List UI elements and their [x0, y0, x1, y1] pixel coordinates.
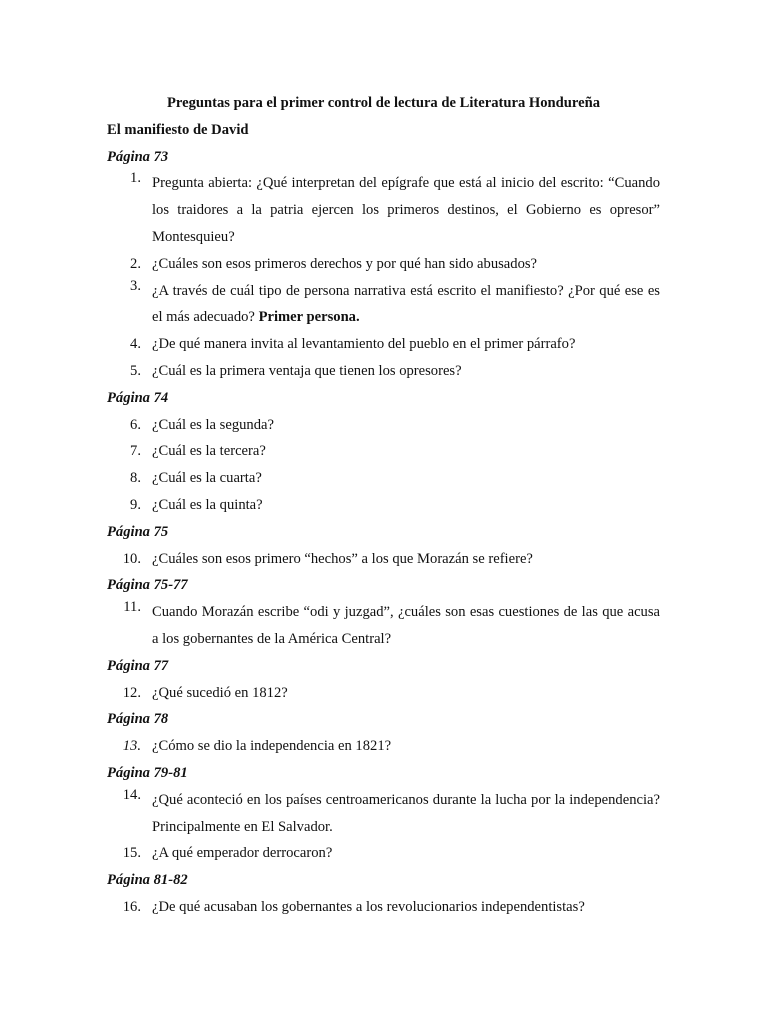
question-number: 16. [122, 898, 141, 915]
question-text: ¿Cuál es la primera ventaja que tienen los opresores? [152, 362, 462, 379]
page-label: Página 74 [107, 389, 169, 406]
question-number: 6. [130, 416, 141, 433]
question-item [107, 465, 660, 492]
question-item [107, 251, 660, 278]
question-item [107, 894, 660, 921]
question-text: ¿De qué manera invita al levantamiento del pueblo en el primer párrafo? [152, 336, 576, 353]
question-number: 5. [130, 362, 141, 379]
question-item [107, 546, 660, 573]
question-number: 13. [122, 738, 141, 755]
question-text: Pregunta abierta: ¿Qué interpretan del epígrafe que está al inicio del escrito: “Cuando los traidores a la patria ejercen los primeros destinos, el Gobierno es opresor” Montesquieu? [152, 175, 660, 245]
question-text: ¿Cuál es la tercera? [152, 443, 266, 460]
question-number: 8. [130, 470, 141, 487]
question-text: ¿Cuál es la cuarta? [152, 470, 262, 487]
question-item [107, 170, 660, 250]
question-number: 12. [122, 684, 141, 701]
question-number: 10. [122, 550, 141, 567]
question-number: 9. [130, 496, 141, 513]
question-number: 7. [130, 443, 141, 460]
question-item [107, 680, 660, 707]
page-label: Página 79-81 [107, 764, 188, 781]
question-text: ¿Cómo se dio la independencia en 1821? [152, 738, 392, 755]
question-item [107, 278, 660, 332]
question-text-container [152, 278, 660, 332]
question-number: 14. [122, 786, 141, 803]
page-label: Página 75-77 [107, 577, 188, 594]
page-label: Página 78 [107, 711, 169, 728]
page-label: Página 81-82 [107, 872, 188, 889]
question-item [107, 412, 660, 439]
question-item [107, 358, 660, 385]
question-item [107, 787, 660, 841]
question-item [107, 599, 660, 653]
question-text: ¿A qué emperador derrocaron? [152, 845, 333, 862]
question-item [107, 733, 660, 760]
question-number: 15. [122, 845, 141, 862]
page-label: Página 75 [107, 523, 169, 540]
page-label: Página 73 [107, 148, 169, 165]
question-text: Cuando Morazán escribe “odi y juzgad”, ¿cuáles son esas cuestiones de las que acusa a los gobernantes de la América Central? [152, 604, 660, 647]
question-number: 1. [130, 170, 141, 187]
question-text: ¿Cuál es la quinta? [152, 496, 263, 513]
question-text: ¿Cuál es la segunda? [152, 416, 274, 433]
question-item [107, 840, 660, 867]
section-title: El manifiesto de David [107, 121, 249, 138]
question-answer: Primer persona. [258, 309, 360, 326]
question-text: ¿De qué acusaban los gobernantes a los revolucionarios independentistas? [152, 898, 585, 915]
page-label: Página 77 [107, 657, 169, 674]
question-item [107, 438, 660, 465]
question-number: 3. [130, 277, 141, 294]
question-number: 4. [130, 336, 141, 353]
question-text: ¿Qué sucedió en 1812? [152, 684, 288, 701]
question-text: ¿Cuáles son esos primero “hechos” a los que Morazán se refiere? [152, 550, 533, 567]
question-text: ¿Cuáles son esos primeros derechos y por qué han sido abusados? [152, 255, 538, 272]
question-text: ¿A través de cuál tipo de persona narrativa está escrito el manifiesto? ¿Por qué ese es el más adecuado? [152, 282, 660, 326]
document-title: Preguntas para el primer control de lectura de Literatura Hondureña [166, 95, 601, 111]
document-page [107, 90, 660, 921]
question-item [107, 492, 660, 519]
question-number: 2. [130, 255, 141, 272]
question-text: ¿Qué aconteció en los países centroamericanos durante la lucha por la independencia? Principalmente en El Salvador. [152, 791, 660, 835]
question-number: 11. [123, 599, 141, 616]
question-item [107, 331, 660, 358]
